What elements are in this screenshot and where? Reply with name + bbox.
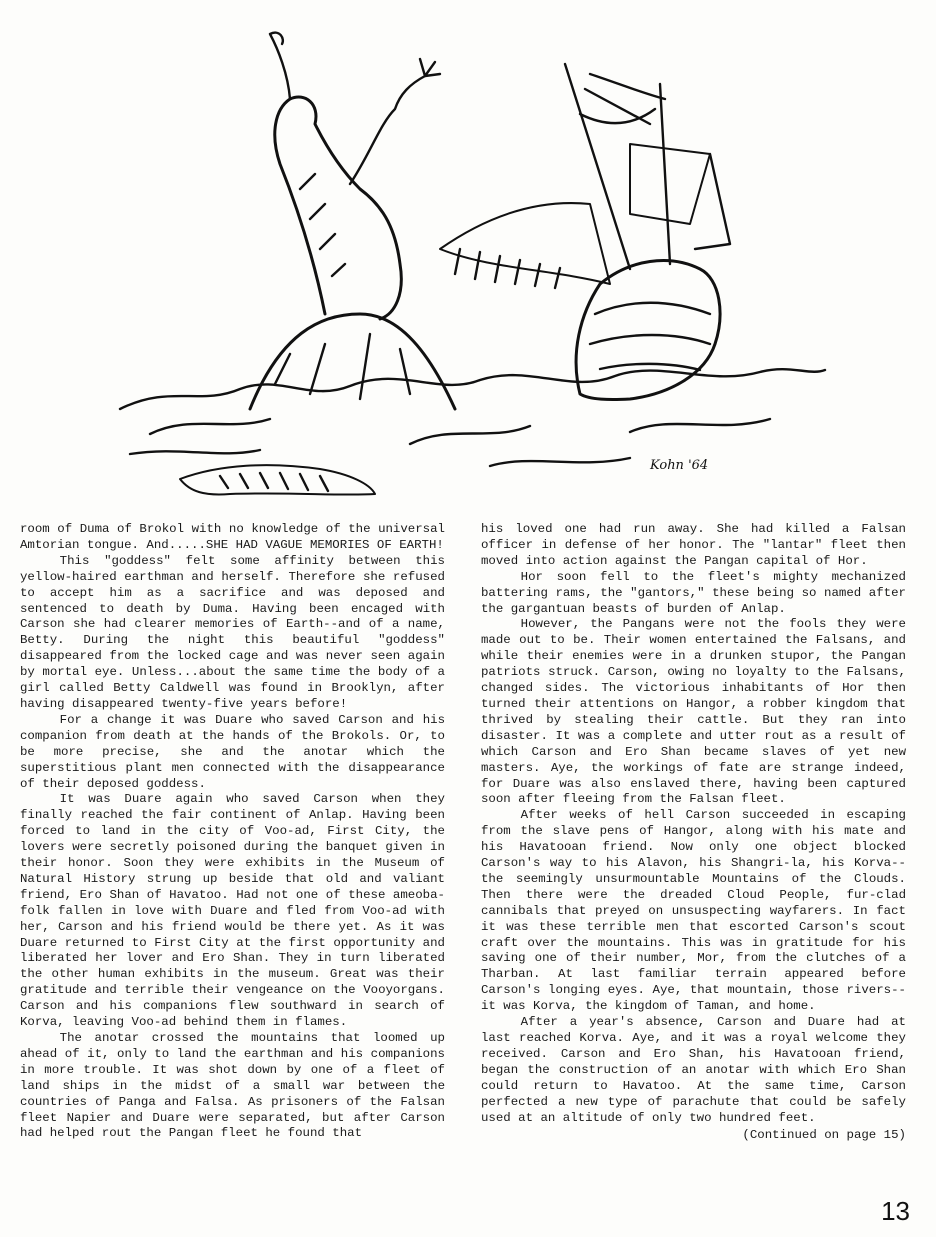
dinosaur-ship-illustration	[110, 14, 830, 514]
paragraph: The anotar crossed the mountains that loomed up ahead of it, only to land the earthman and his companions in more trouble. It was shot down by one of a fleet of land ships in the midst of a small war between the countries of Panga and Falsa. As prisoners of the Falsan fleet Napier and Duare were separated, but after Carson had helped rout the Pangan fleet he found that	[20, 1031, 445, 1141]
paragraph: After a year's absence, Carson and Duare had at last reached Korva. Aye, and it was a royal welcome they received. Carson and Ero Shan, his Havatooan friend, began the construction of an anotar with which Ero Shan could return to Havatoo. At the same time, Carson perfected a new type of parachute that could be safely used at an altitude of only two hundred feet.	[481, 1015, 906, 1125]
sea-creature	[275, 97, 402, 319]
ship-sail	[440, 203, 610, 284]
paragraph: Hor soon fell to the fleet's mighty mechanized battering rams, the "gantors," these being so named after the gargantuan beasts of burden of Anlap.	[481, 569, 906, 616]
paragraph: For a change it was Duare who saved Carson and his companion from death at the hands of the Brokols. Or, to be more precise, she and the anotar which the superstitious plant men connected with the disappearance of their deposed goddess.	[20, 712, 445, 791]
paragraph: This "goddess" felt some affinity between this yellow-haired earthman and herself. Therefore she refused to accept him as a sacrifice and was deposed and sentenced to death by Duma. Having been encaged with Carson she had clearer memories of Earth--and of a name, Betty. During the night this beautiful "goddess" disappeared from the locked cage and was never seen again by mortal eye. Unless...about the same time the body of a girl called Betty Caldwell was found in Brooklyn, after having disappeared twenty-five years before!	[20, 553, 445, 711]
page-number: 13	[881, 1196, 910, 1226]
paragraph: his loved one had run away. She had killed a Falsan officer in defense of her honor. The "lantar" fleet then moved into action against the Pangan capital of Hor.	[481, 522, 906, 568]
rock	[250, 314, 455, 409]
text-column-right	[481, 522, 906, 1144]
paragraph: However, the Pangans were not the fools they were made out to be. Their women entertained the Falsans, and while their enemies were in a drunken stupor, the Pangan patriots struck. Carson, owing no loyalty to the Falsans, changed sides. The victorious inhabitants of Hor then turned their attentions on Hangor, a robber kingdom that thrived by stealing their cattle. But they ran into disaster. It was a complete and utter rout as a result of which Carson and Ero Shan became slaves of yet new masters. Aye, the workings of fate are strange indeed, for Duare was also enslaved there, having been captured soon after fleeing from the Falsan fleet.	[481, 617, 906, 807]
paragraph: After weeks of hell Carson succeeded in escaping from the slave pens of Hangor, along with his mate and his Havatooan friend. Now only one object blocked Carson's way to his Alavon, his Shangri-la, his Korva--the seemingly unsurmountable Mountains of the Clouds. Then there were the dreaded Cloud People, fur-clad cannibals that preyed on unsuspecting wayfarers. In fact it was these terrible men that escorted Carson's scout craft over the mountains. This was in gratitude for his saving one of their number, Mor, from the clutches of a Tharban. At last familiar terrain appeared before Carson's longing eyes. Aye, that mountain, those rivers--it was Korva, the kingdom of Taman, and home.	[481, 808, 906, 1014]
paragraph: It was Duare again who saved Carson when they finally reached the fair continent of Anlap. Having been forced to land in the city of Voo-ad, First City, the lovers were secretly poisoned during the banquet given in their honor. Soon they were exhibits in the Museum of Natural History strung up beside that old and valiant friend, Ero Shan of Havatoo. Had not one of these ameoba-folk fallen in love with Duare and fled from Voo-ad with her, Carson and his friend would be there yet. As it was Duare returned to First City at the first opportunity and liberated her lover and Ero Shan. They in turn liberated the other human exhibits in the museum. Great was their gratitude and terrible their vengeance on the Vooyorgans. Carson and his companions flew southward in search of Korva, leaving Voo-ad behind them in flames.	[20, 792, 445, 1030]
artist-signature: Kohn '64	[650, 458, 709, 473]
sea-serpent	[180, 465, 375, 494]
sea-waves	[120, 369, 825, 409]
paragraph: room of Duma of Brokol with no knowledge of the universal Amtorian tongue. And.....SHE HAD VAGUE MEMORIES OF EARTH!	[20, 522, 445, 552]
continued-note: (Continued on page 15)	[742, 1128, 906, 1143]
text-column-left	[20, 522, 445, 1142]
